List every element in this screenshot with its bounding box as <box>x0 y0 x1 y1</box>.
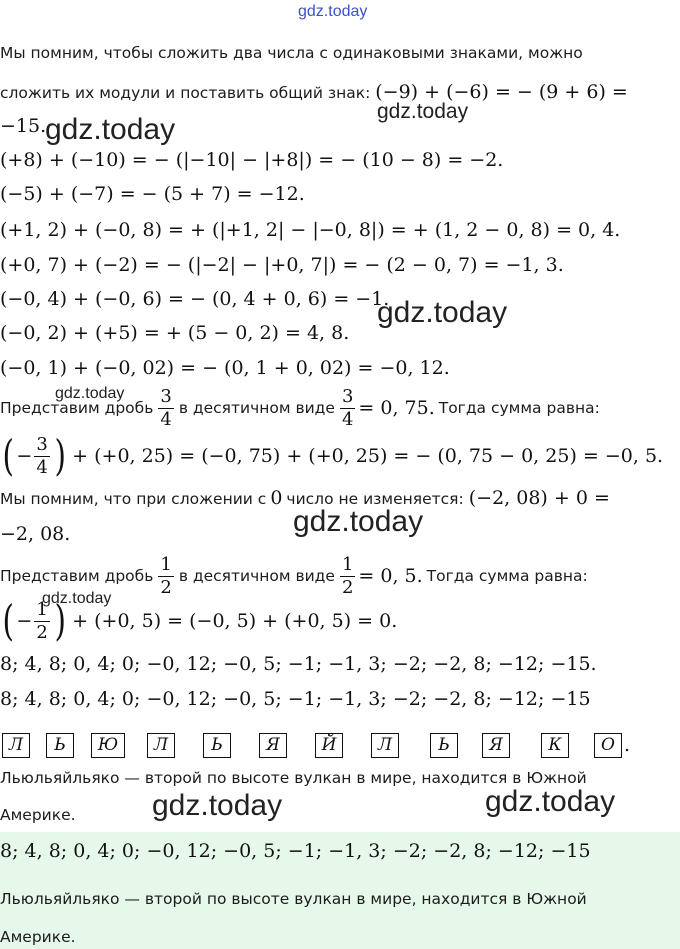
intro-line-1: Мы помним, чтобы сложить два числа с одинаковыми знаками, можно <box>0 44 583 62</box>
frac12-num: 1 <box>160 553 172 575</box>
frac34-eq-den: 4 <box>36 456 48 478</box>
equation-3: (+1, 2) + (−0, 8) = + (|+1, 2| − |−0, 8|) = + (1, 2 − 0, 8) = 0, 4. <box>0 219 621 241</box>
zero-rule-line-2: −2, 08. <box>0 523 71 545</box>
watermark: gdz.today <box>293 505 424 538</box>
letter-box: Л <box>147 733 175 758</box>
letter-box: Ь <box>46 733 74 758</box>
final-list: 8; 4, 8; 0, 4; 0; −0, 12; −0, 5; −1; −1, 3; −2; −2, 8; −12; −15 <box>0 840 591 862</box>
watermark: gdz.today <box>377 296 508 329</box>
equation-7: (−0, 1) + (−0, 02) = − (0, 1 + 0, 02) = −0, 12. <box>0 357 450 379</box>
frac34-fraction <box>158 385 173 430</box>
frac12-eq-num: 1 <box>36 598 48 620</box>
frac34-tail: Тогда сумма равна: <box>438 399 600 417</box>
zero-rule-text: Мы помним, что при сложении с <box>0 490 267 508</box>
watermark: gdz.today <box>485 785 616 818</box>
letters-period: . <box>624 734 631 756</box>
frac34-den: 4 <box>160 408 172 430</box>
intro-line-2-math: (−9) + (−6) = − (9 + 6) = <box>375 81 628 103</box>
zero-rule-math: (−2, 08) + 0 = <box>468 487 610 509</box>
intro-line-3-math: −15. <box>0 115 47 137</box>
letter-box: Л <box>2 733 30 758</box>
intro-line-2-text: сложить их модули и поставить общий знак: <box>0 84 371 102</box>
frac12-lead: Представим дробь <box>0 567 154 585</box>
frac12-den: 2 <box>160 576 172 598</box>
frac34-lead: Представим дробь <box>0 399 154 417</box>
frac12-eq-den: 2 <box>36 621 48 643</box>
watermark: gdz.today <box>45 113 176 146</box>
frac34-mid: в десятичном виде <box>178 399 335 417</box>
intro-line-2 <box>0 81 628 103</box>
right-paren: ) <box>54 596 66 645</box>
frac34-eq-rest: + (+0, 25) = (−0, 75) + (+0, 25) = − (0, 75 − 0, 25) = −0, 5. <box>72 445 664 467</box>
equation-5: (−0, 4) + (−0, 6) = − (0, 4 + 0, 6) = −1. <box>0 288 390 310</box>
frac34-num-2: 3 <box>341 385 354 407</box>
letter-box: Л <box>371 733 399 758</box>
watermark-top: gdz.today <box>298 3 368 20</box>
frac12-eq-rest: + (+0, 5) = (−0, 5) + (+0, 5) = 0. <box>72 610 398 632</box>
frac34-eq-num: 3 <box>36 433 48 455</box>
letter-box: Я <box>482 733 510 758</box>
letter-box: К <box>541 733 569 758</box>
zero-rule-zero: 0 <box>270 487 283 509</box>
watermark: gdz.today <box>152 789 283 822</box>
answer-line-2: Америке. <box>0 806 76 824</box>
frac34-line <box>0 383 600 433</box>
watermark: gdz.today <box>42 590 112 607</box>
frac12-den-2: 2 <box>341 576 354 598</box>
letter-box: О <box>594 733 622 758</box>
right-paren: ) <box>54 431 66 480</box>
final-line-1: Льюльяйльяко — второй по высоте вулкан в мире, находится в Южной <box>0 890 587 908</box>
frac12-fraction <box>158 553 173 598</box>
result-list-compact: 8; 4, 8; 0, 4; 0; −0, 12; −0, 5; −1; −1, 3; −2; −2, 8; −12; −15 <box>0 688 591 710</box>
frac12-tail: Тогда сумма равна: <box>426 567 588 585</box>
frac34-den-2: 4 <box>341 408 354 430</box>
final-answer-panel <box>0 832 680 949</box>
frac34-result: = 0, 75. <box>358 397 435 419</box>
final-line-2: Америке. <box>0 928 76 946</box>
equation-2: (−5) + (−7) = − (5 + 7) = −12. <box>0 183 305 205</box>
letter-box: Я <box>259 733 287 758</box>
left-paren: ( <box>2 431 14 480</box>
frac12-num-2: 1 <box>341 553 354 575</box>
frac12-fraction-2 <box>340 553 355 598</box>
frac12-minus: − <box>16 610 33 632</box>
letter-box: Ю <box>91 733 125 758</box>
zero-rule-text-2: число не изменяется: <box>286 490 464 508</box>
frac34-equation <box>0 430 663 482</box>
watermark: gdz.today <box>377 100 469 123</box>
letter-box: Й <box>315 733 343 758</box>
equation-1: (+8) + (−10) = − (|−10| − |+8|) = − (10 − 8) = −2. <box>0 149 504 171</box>
frac34-fraction-2 <box>340 385 355 430</box>
frac12-result: = 0, 5. <box>358 565 423 587</box>
watermark: gdz.today <box>55 385 125 402</box>
left-paren: ( <box>2 596 14 645</box>
letter-box: Ь <box>203 733 231 758</box>
frac12-mid: в десятичном виде <box>178 567 335 585</box>
letter-box: Ь <box>430 733 458 758</box>
frac34-minus: − <box>16 445 33 467</box>
result-list-spaced: 8; 4, 8; 0, 4; 0; −0, 12; −0, 5; −1; −1, 3; −2; −2, 8; −12; −15. <box>0 653 597 675</box>
frac34-num: 3 <box>160 385 172 407</box>
answer-line-1: Льюльяйльяко — второй по высоте вулкан в мире, находится в Южной <box>0 769 587 787</box>
frac34-eq-fraction <box>34 433 49 478</box>
equation-4: (+0, 7) + (−2) = − (|−2| − |+0, 7|) = − (2 − 0, 7) = −1, 3. <box>0 254 564 276</box>
equation-6: (−0, 2) + (+5) = + (5 − 0, 2) = 4, 8. <box>0 322 350 344</box>
